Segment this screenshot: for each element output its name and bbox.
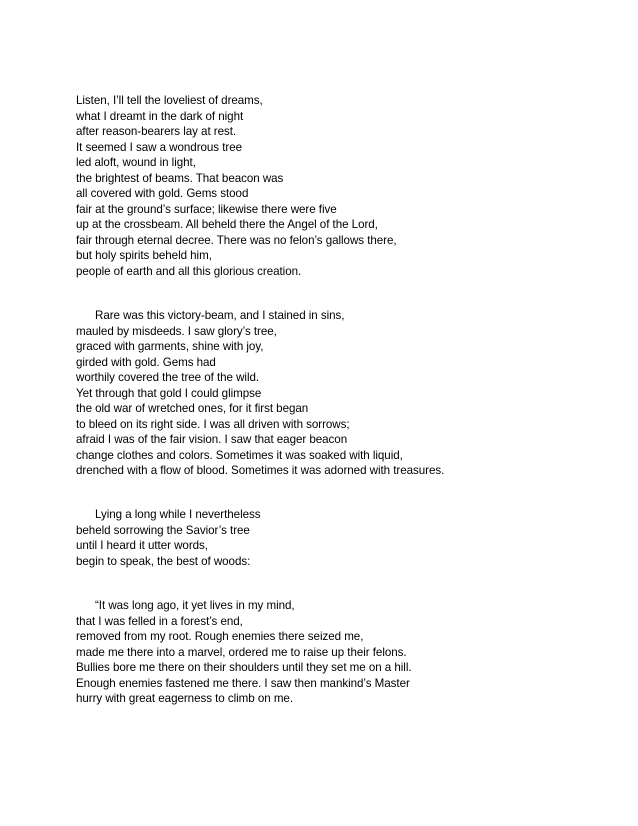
poem-line-indented: Lying a long while I nevertheless: [95, 508, 261, 521]
poem-line: the brightest of beams. That beacon was: [76, 171, 284, 185]
poem-line: Enough enemies fastened me there. I saw then mankind’s Master: [76, 676, 410, 690]
poem-line: the old war of wretched ones, for it first began: [76, 402, 309, 416]
poem-line: worthily covered the tree of the wild.: [76, 371, 260, 385]
poem-line: fair at the ground’s surface; likewise there were five: [76, 202, 337, 216]
poem-line: until I heard it utter words,: [76, 539, 208, 553]
poem-line: drenched with a flow of blood. Sometimes it was adorned with treasures.: [76, 464, 445, 478]
stanza-2: [76, 308, 596, 479]
poem-line-indented: “It was long ago, it yet lives in my mind,: [95, 599, 295, 612]
stanza-3: [76, 507, 596, 569]
poem-line: but holy spirits beheld him,: [76, 249, 212, 263]
poem-line: people of earth and all this glorious creation.: [76, 265, 302, 279]
poem-line: made me there into a marvel, ordered me to raise up their felons.: [76, 645, 407, 659]
poem-line: girded with gold. Gems had: [76, 355, 216, 369]
poem-line: begin to speak, the best of woods:: [76, 554, 251, 568]
stanza-4: [76, 598, 596, 707]
poem-line: that I was felled in a forest’s end,: [76, 614, 243, 628]
poem-line: Bullies bore me there on their shoulders until they set me on a hill.: [76, 661, 412, 675]
poem-line: It seemed I saw a wondrous tree: [76, 140, 242, 154]
poem-line: what I dreamt in the dark of night: [76, 109, 244, 123]
poem-line: change clothes and colors. Sometimes it was soaked with liquid,: [76, 448, 403, 462]
poem-line: mauled by misdeeds. I saw glory’s tree,: [76, 324, 277, 338]
poem-line: after reason-bearers lay at rest.: [76, 125, 237, 139]
poem-line: removed from my root. Rough enemies there seized me,: [76, 630, 364, 644]
poem-line: to bleed on its right side. I was all driven with sorrows;: [76, 417, 350, 431]
poem-line-indented: Rare was this victory-beam, and I stained in sins,: [95, 309, 345, 322]
poem-line: hurry with great eagerness to climb on me.: [76, 692, 293, 706]
poem-line: graced with garments, shine with joy,: [76, 340, 264, 354]
stanza-1: [76, 93, 596, 280]
poem-line: Listen, I’ll tell the loveliest of dreams,: [76, 94, 263, 107]
poem-line: fair through eternal decree. There was no felon’s gallows there,: [76, 233, 397, 247]
poem-line: beheld sorrowing the Savior’s tree: [76, 523, 250, 537]
poem-line: led aloft, wound in light,: [76, 156, 196, 170]
poem-line: afraid I was of the fair vision. I saw that eager beacon: [76, 433, 348, 447]
poem-line: up at the crossbeam. All beheld there the Angel of the Lord,: [76, 218, 378, 232]
poem-line: Yet through that gold I could glimpse: [76, 386, 262, 400]
poem-line: all covered with gold. Gems stood: [76, 187, 249, 201]
